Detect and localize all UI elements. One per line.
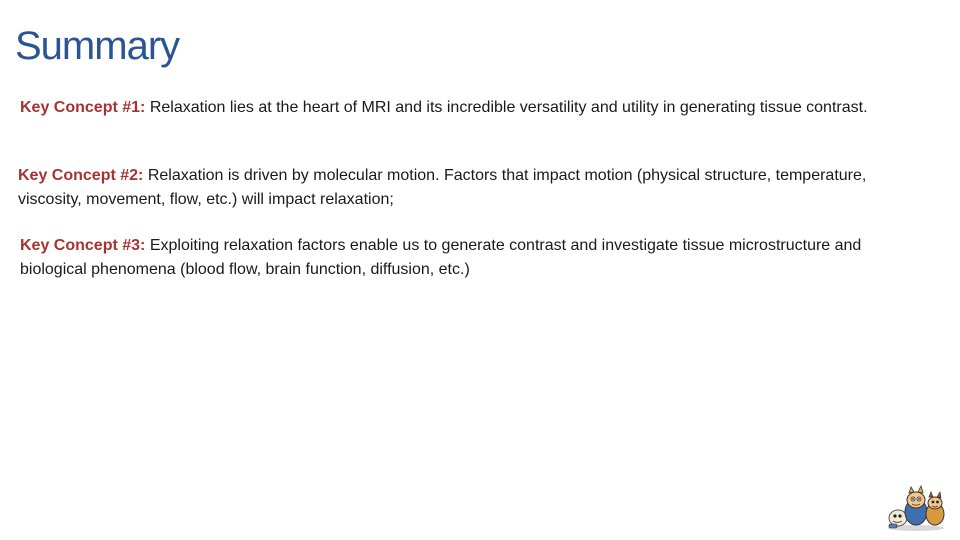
slide-title: Summary (15, 24, 180, 68)
key-concept-3-text: Exploiting relaxation factors enable us to generate contrast and investigate tissue microstructure and biological phenomena (blood flow, brain function, diffusion, etc.) (20, 237, 862, 278)
key-concept-2 (18, 164, 898, 212)
key-concept-2-label: Key Concept #2: (18, 167, 144, 184)
key-concept-1 (20, 96, 900, 120)
key-concept-3 (20, 234, 920, 282)
cartoon-characters-logo-icon (884, 482, 948, 532)
key-concept-2-text: Relaxation is driven by molecular motion. Factors that impact motion (physical structure, temperature, viscosity, movement, flow, etc.) will impact relaxation; (18, 167, 867, 208)
key-concept-1-label: Key Concept #1: (20, 99, 146, 116)
key-concept-1-text: Relaxation lies at the heart of MRI and its incredible versatility and utility in generating tissue contrast. (145, 99, 868, 116)
key-concept-3-label: Key Concept #3: (20, 237, 146, 254)
